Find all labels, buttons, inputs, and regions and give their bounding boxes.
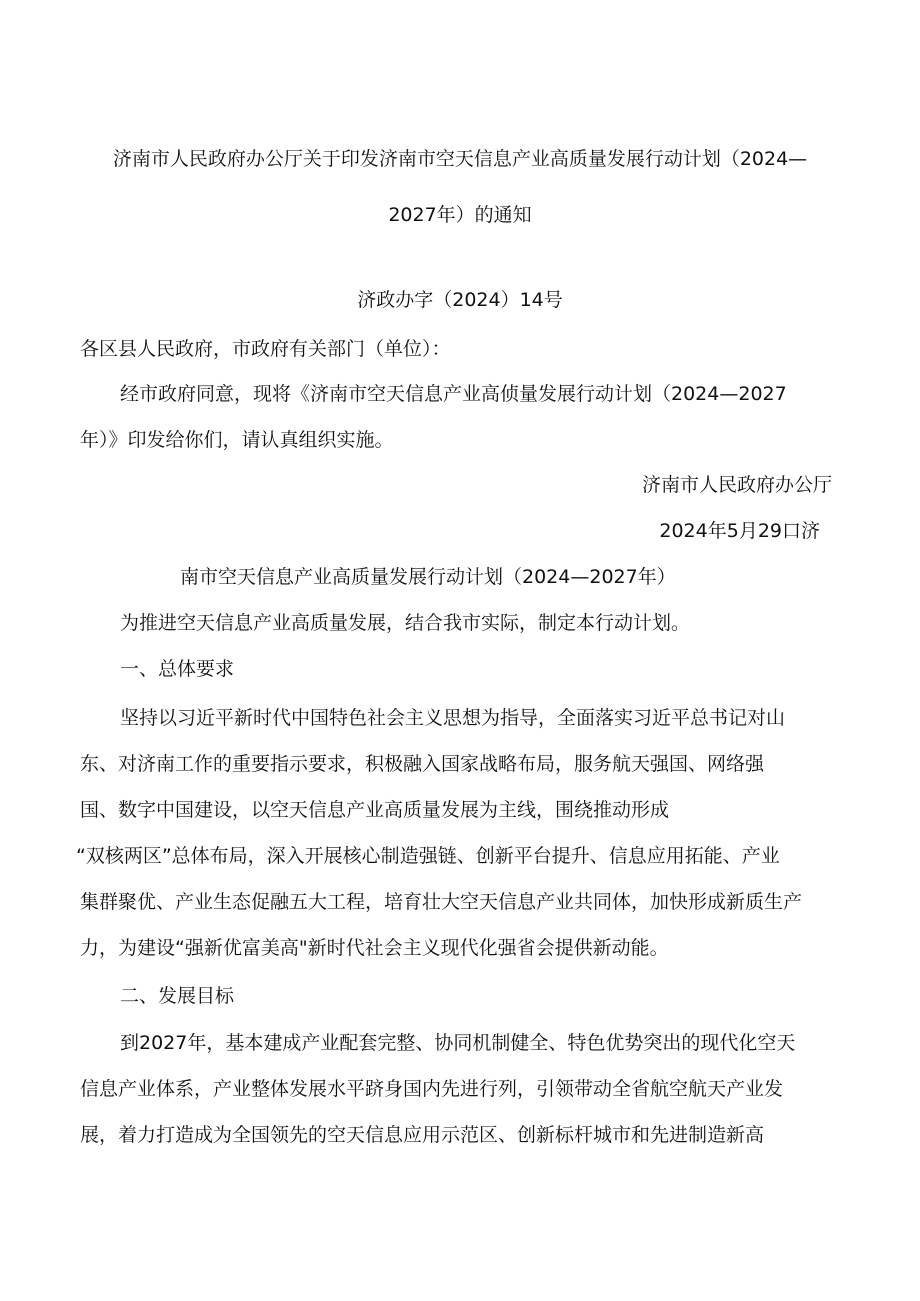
notice-body-line-1: 经市政府同意，现将《济南市空天信息产业高侦量发展行动计划（2024—2027 (120, 383, 787, 405)
issuer-signature: 济南市人民政府办公厅 (641, 474, 832, 496)
section-2-line: 到2027年，基本建成产业配套完整、协同机制健全、特色优势突出的现代化空天 (120, 1032, 796, 1054)
issue-date: 2024年5月29口济 (659, 520, 820, 542)
section-1-line: 集群聚优、产业生态促融五大工程，培育壮大空天信息产业共同体，加快形成新质生产 (80, 891, 803, 913)
section-2-line: 信息产业体系，产业整体发展水平跻身国内先进行列，引领带动全省航空航天产业发 (80, 1078, 784, 1100)
section-1-line: 东、对济南工作的重要指示要求，积极融入国家战略布局，服务航天强国、网络强 (80, 753, 765, 775)
section-2-line: 展，着力打造成为全国领先的空天信息应用示范区、创新标杆城市和先进制造新高 (80, 1124, 765, 1146)
section-1-line: 坚持以习近平新时代中国特色社会主义思想为指导，全面落实习近平总书记对山 (120, 707, 786, 729)
document-title-line-2: 2027年）的通知 (388, 204, 532, 226)
section-1-line: “双核两区”总体布局，深入开展核心制造强链、创新平台提升、信息应用拓能、产业 (76, 845, 780, 867)
intro-paragraph: 为推进空天信息产业高质量发展，结合我市实际，制定本行动计划。 (120, 612, 691, 634)
section-2-heading: 二、发展目标 (120, 985, 235, 1007)
section-1-line: 力，为建设“强新优富美高"新时代社会主义现代化强省会提供新动能。 (80, 937, 669, 959)
notice-body-line-2: 年）》印发给你们，请认真组织实施。 (80, 429, 394, 451)
document-title-line-1: 济南市人民政府办公厅关于印发济南市空天信息产业高质量发展行动计划（2024— (112, 148, 808, 170)
section-1-heading: 一、总体要求 (120, 658, 235, 680)
plan-title: 南市空天信息产业高质量发展行动计划（2024—2027年） (180, 566, 676, 588)
addressee: 各区县人民政府，市政府有关部门（单位）： (80, 338, 451, 360)
section-1-line: 国、数字中国建设，以空天信息产业高质量发展为主线，围绕推动形成 (80, 799, 670, 821)
document-number: 济政办字（2024）14号 (357, 289, 563, 311)
